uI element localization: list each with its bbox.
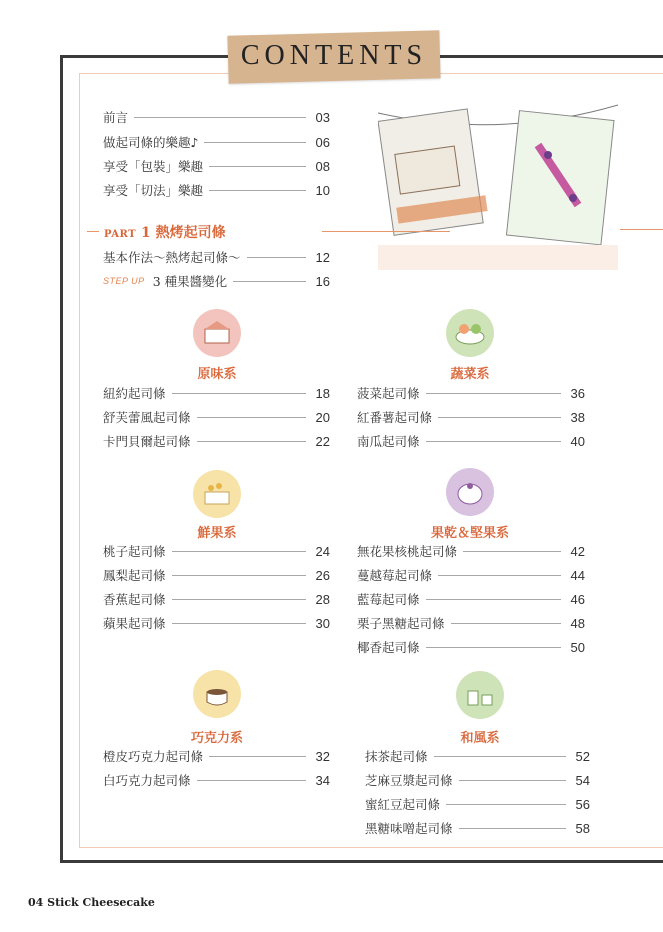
toc-label: 做起司條的樂趣♪ xyxy=(103,135,199,150)
leader-line xyxy=(247,257,306,258)
part-line-right xyxy=(322,231,450,232)
leader-line xyxy=(459,828,566,829)
leader-line xyxy=(233,281,306,282)
toc-page: 06 xyxy=(315,134,330,150)
toc-page: 46 xyxy=(570,591,585,607)
toc-row[interactable] xyxy=(103,181,330,199)
toc-label: 無花果核桃起司條 xyxy=(357,544,458,559)
toc-row[interactable] xyxy=(103,566,330,584)
leader-line xyxy=(463,551,561,552)
toc-page: 30 xyxy=(315,615,330,631)
part-prefix: PART xyxy=(104,229,137,240)
part-line-left xyxy=(87,231,99,232)
toc-page: 03 xyxy=(315,109,330,125)
category-title-fresh-fruit: 鮮果系 xyxy=(197,526,237,541)
toc-label: 蘋果起司條 xyxy=(103,616,166,631)
toc-label: 橙皮巧克力起司條 xyxy=(103,749,204,764)
toc-row[interactable] xyxy=(365,819,590,837)
toc-label: 3 種果醬變化 xyxy=(152,274,228,289)
leader-line xyxy=(209,756,306,757)
leader-line xyxy=(426,441,561,442)
toc-label: 享受「切法」樂趣 xyxy=(103,183,204,198)
toc-page: 58 xyxy=(575,820,590,836)
leader-line xyxy=(209,190,306,191)
leader-line xyxy=(426,393,561,394)
toc-page: 50 xyxy=(570,639,585,655)
toc-page: 36 xyxy=(570,385,585,401)
part-title xyxy=(104,222,226,242)
leader-line xyxy=(459,780,566,781)
leader-line xyxy=(172,599,306,600)
toc-page: 48 xyxy=(570,615,585,631)
toc-label: 基本作法～熱烤起司條～ xyxy=(103,250,241,265)
toc-row[interactable] xyxy=(103,542,330,560)
category-title-chocolate: 巧克力系 xyxy=(190,731,243,746)
vegetable-bowl-icon xyxy=(446,309,494,357)
toc-row[interactable] xyxy=(103,614,330,632)
leader-line xyxy=(438,575,561,576)
toc-row[interactable] xyxy=(103,108,330,126)
category-title-dried-fruit-nut: 果乾＆堅果系 xyxy=(430,526,509,541)
toc-label: 紅番薯起司條 xyxy=(357,410,433,425)
toc-label: 黑糖味噌起司條 xyxy=(365,821,453,836)
toc-label: 卡門貝爾起司條 xyxy=(103,434,191,449)
toc-row[interactable] xyxy=(103,157,330,175)
toc-label: 藍莓起司條 xyxy=(357,592,420,607)
toc-page: 26 xyxy=(315,567,330,583)
toc-page: 40 xyxy=(570,433,585,449)
toc-row[interactable] xyxy=(357,590,585,608)
toc-label: 芝麻豆漿起司條 xyxy=(365,773,453,788)
toc-page: 20 xyxy=(315,409,330,425)
toc-page: 52 xyxy=(575,748,590,764)
toc-row[interactable] xyxy=(103,432,330,450)
toc-page: 38 xyxy=(570,409,585,425)
toc-label: 舒芙蕾風起司條 xyxy=(103,410,191,425)
toc-page: 18 xyxy=(315,385,330,401)
toc-page: 34 xyxy=(315,772,330,788)
toc-row[interactable] xyxy=(103,272,330,290)
toc-page: 10 xyxy=(315,182,330,198)
toc-row[interactable] xyxy=(103,408,330,426)
toc-row[interactable] xyxy=(365,747,590,765)
toc-page: 32 xyxy=(315,748,330,764)
toc-row[interactable] xyxy=(357,408,585,426)
leader-line xyxy=(446,804,566,805)
toc-page: 54 xyxy=(575,772,590,788)
part-number: 1 xyxy=(141,225,151,241)
toc-label: 抹茶起司條 xyxy=(365,749,428,764)
toc-label: 蜜紅豆起司條 xyxy=(365,797,441,812)
page-footer: 04 Stick Cheesecake xyxy=(28,896,155,909)
leader-line xyxy=(434,756,566,757)
leader-line xyxy=(197,417,306,418)
toc-page: 16 xyxy=(315,273,330,289)
leader-line xyxy=(172,551,306,552)
toc-row[interactable] xyxy=(357,384,585,402)
toc-row[interactable] xyxy=(357,566,585,584)
toc-page: 08 xyxy=(315,158,330,174)
toc-page: 28 xyxy=(315,591,330,607)
toc-label: 桃子起司條 xyxy=(103,544,166,559)
leader-line xyxy=(209,166,306,167)
toc-row[interactable] xyxy=(103,133,330,151)
leader-line xyxy=(438,417,561,418)
leader-line xyxy=(451,623,561,624)
hanging-packages-illustration xyxy=(378,95,618,270)
toc-label: 蔓越莓起司條 xyxy=(357,568,433,583)
leader-line xyxy=(172,575,306,576)
fresh-fruit-icon xyxy=(193,470,241,518)
toc-label: 紐約起司條 xyxy=(103,386,166,401)
stepup-tag: STEP UP xyxy=(103,276,145,286)
japanese-tea-icon xyxy=(456,671,504,719)
toc-label: 南瓜起司條 xyxy=(357,434,420,449)
toc-row[interactable] xyxy=(103,384,330,402)
category-title-japanese: 和風系 xyxy=(460,731,500,746)
leader-line xyxy=(426,599,561,600)
toc-row[interactable] xyxy=(365,771,590,789)
part-heading xyxy=(87,222,367,242)
leader-line xyxy=(172,623,306,624)
category-title-original: 原味系 xyxy=(197,367,237,382)
toc-page: 24 xyxy=(315,543,330,559)
toc-row[interactable] xyxy=(357,542,585,560)
page-title: CONTENTS xyxy=(240,40,428,71)
toc-label: 菠菜起司條 xyxy=(357,386,420,401)
dried-fruit-icon xyxy=(446,468,494,516)
divider-line xyxy=(620,229,663,230)
leader-line xyxy=(134,117,306,118)
toc-page: 42 xyxy=(570,543,585,559)
leader-line xyxy=(426,647,561,648)
toc-page: 22 xyxy=(315,433,330,449)
chocolate-cup-icon xyxy=(193,670,241,718)
leader-line xyxy=(197,780,306,781)
toc-row[interactable] xyxy=(365,795,590,813)
category-title-vegetable: 蔬菜系 xyxy=(450,367,490,382)
toc-row[interactable] xyxy=(103,590,330,608)
toc-row[interactable] xyxy=(103,771,330,789)
toc-label: 白巧克力起司條 xyxy=(103,773,191,788)
toc-label: 椰香起司條 xyxy=(357,640,420,655)
part-name: 熱烤起司條 xyxy=(155,225,226,241)
toc-page: 12 xyxy=(315,249,330,265)
toc-page: 44 xyxy=(570,567,585,583)
leader-line xyxy=(204,142,306,143)
toc-label: 鳳梨起司條 xyxy=(103,568,166,583)
toc-row[interactable] xyxy=(357,614,585,632)
leader-line xyxy=(172,393,306,394)
toc-label: 栗子黑糖起司條 xyxy=(357,616,445,631)
leader-line xyxy=(197,441,306,442)
original-cake-icon xyxy=(193,309,241,357)
toc-row[interactable] xyxy=(357,638,585,656)
toc-row[interactable] xyxy=(357,432,585,450)
toc-row[interactable] xyxy=(103,747,330,765)
toc-label: 香蕉起司條 xyxy=(103,592,166,607)
toc-label: 享受「包裝」樂趣 xyxy=(103,159,204,174)
toc-row[interactable] xyxy=(103,248,330,266)
toc-page: 56 xyxy=(575,796,590,812)
toc-label: 前言 xyxy=(103,110,129,125)
